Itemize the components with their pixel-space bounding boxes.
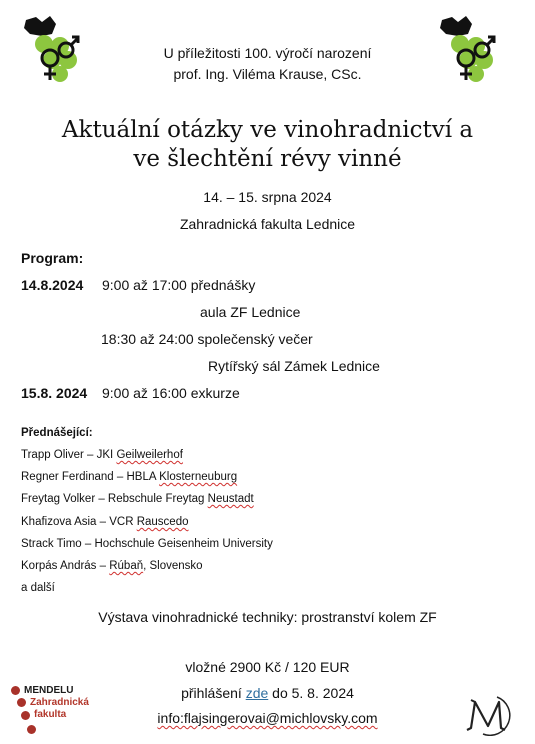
fee-line: vložné 2900 Kč / 120 EUR	[185, 659, 350, 675]
mendelu-faculty-1: Zahradnická	[30, 697, 89, 708]
event-venue: Zahradnická fakulta Lednice	[179, 216, 356, 232]
day1-lectures: 9:00 až 17:00 přednášky	[102, 277, 256, 293]
lecturer-item	[21, 560, 203, 572]
lecturer-org: Rauscedo	[136, 516, 189, 528]
lecturer-org: Klosterneuburg	[159, 471, 238, 483]
email-address[interactable]: info:flajsingerovai@michlovsky.com	[157, 710, 378, 726]
mendelu-name: MENDELU	[24, 685, 74, 696]
lecturer-org: Neustadt	[207, 493, 254, 505]
title-line-1: Aktuální otázky ve vinohradnictví a	[61, 117, 474, 143]
lecturer-suffix: , Slovensko	[143, 560, 203, 572]
intro-line-1: U příležitosti 100. výročí narození	[163, 45, 372, 61]
lecturer-org: Rúbaň	[109, 560, 144, 572]
lecturer-name: Trapp Oliver – JKI	[21, 449, 117, 461]
day1-lectures-place: aula ZF Lednice	[200, 304, 301, 320]
lecturer-item	[21, 538, 273, 550]
event-dates: 14. – 15. srpna 2024	[203, 189, 332, 205]
logo-dot	[21, 711, 30, 720]
lecturer-name: Khafizova Asia – VCR	[21, 516, 137, 528]
exhibition-line: Výstava vinohradnické techniky: prostranství kolem ZF	[98, 609, 437, 625]
day1-date: 14.8.2024	[21, 277, 84, 293]
title-line-2: ve šlechtění révy vinné	[133, 146, 402, 172]
day1-evening: 18:30 až 24:00 společenský večer	[101, 331, 313, 347]
registration-suffix: do 5. 8. 2024	[268, 685, 354, 701]
michlovsky-m-icon	[461, 694, 515, 736]
lecturer-item	[21, 449, 183, 461]
logo-dot	[11, 686, 20, 695]
logo-dot	[17, 698, 26, 707]
intro-line-2: prof. Ing. Viléma Krause, CSc.	[173, 66, 362, 82]
lecturers-heading: Přednášející:	[21, 427, 93, 439]
day1-evening-place: Rytířský sál Zámek Lednice	[208, 358, 380, 374]
mendelu-logo	[8, 682, 118, 742]
lecturer-item	[21, 493, 254, 505]
lecturer-name: Freytag Volker – Rebschule Freytag	[21, 493, 208, 505]
lecturer-name: Korpás András –	[21, 560, 110, 572]
program-heading: Program:	[21, 250, 84, 266]
lecturers-more: a další	[21, 582, 55, 594]
logo-dot	[27, 725, 36, 734]
registration-prefix: přihlášení	[181, 685, 246, 701]
lecturer-item	[21, 516, 189, 528]
day2-excursion: 9:00 až 16:00 exkurze	[102, 385, 240, 401]
lecturer-item	[21, 471, 237, 483]
michlovsky-logo	[461, 694, 515, 736]
registration-link[interactable]: zde	[245, 685, 269, 701]
lecturer-org: Geilweilerhof	[116, 449, 183, 461]
day2-date: 15.8. 2024	[21, 385, 88, 401]
mendelu-faculty-2: fakulta	[34, 709, 67, 720]
lecturer-name: Regner Ferdinand – HBLA	[21, 471, 160, 483]
lecturer-name: Strack Timo – Hochschule Geisenheim University	[21, 538, 273, 550]
